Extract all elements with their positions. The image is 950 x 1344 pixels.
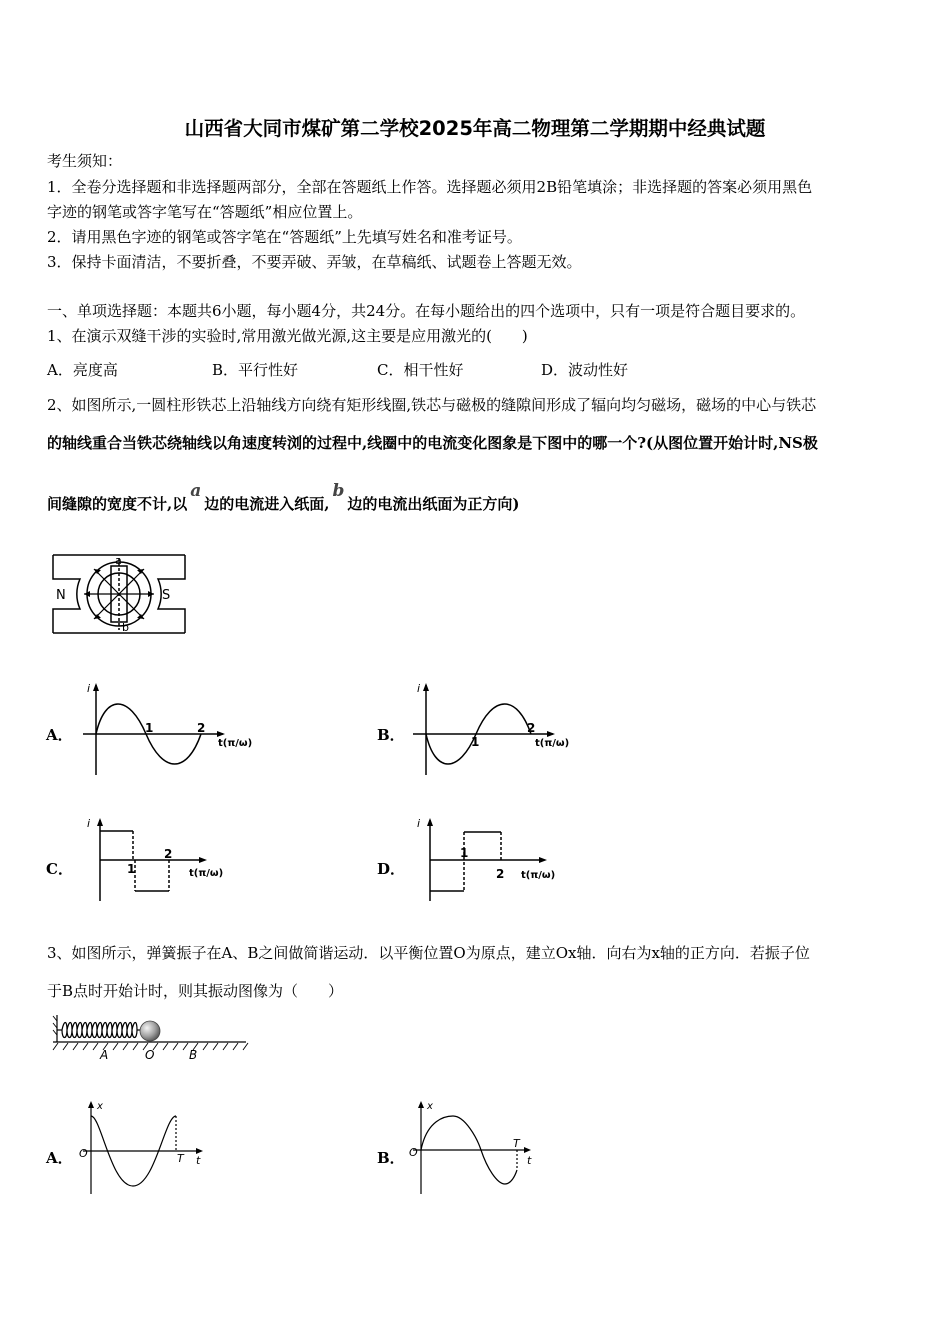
coil-b-label: b: [122, 621, 129, 634]
q2-option-a: A．: [46, 726, 73, 744]
period-label: T: [513, 1137, 520, 1150]
tick-1-label: 1: [471, 735, 480, 749]
tick-2-label: 2: [164, 847, 173, 861]
symbol-a: a: [190, 481, 202, 501]
axis-i-label: i: [87, 682, 91, 695]
q2-stem-line-1: 2、如图所示,一圆柱形铁芯上沿轴线方向绕有矩形线圈,铁芯与磁极的缝隙间形成了辐向均匀磁场，磁场的中心与铁芯: [47, 396, 817, 414]
notice-line-2: 2．请用黑色字迹的钢笔或答字笔在“答题纸”上先填写姓名和准考证号。: [47, 228, 522, 246]
axis-t-label: t: [196, 1154, 201, 1167]
pole-n-label: N: [56, 588, 66, 603]
axis-t-label: t(π/ω): [535, 738, 570, 749]
q2-stem-line-2: 的轴线重合当铁芯绕轴线以角速度转浏的过程中,线圈中的电流变化图象是下图中的哪一个?(从图位置开始计时,NS极: [47, 434, 818, 452]
axis-t-label: t(π/ω): [189, 868, 224, 879]
point-o-label: O: [145, 1048, 155, 1062]
coil-a-label: a: [115, 554, 122, 567]
notice-heading: 考生须知：: [47, 152, 123, 170]
axis-i-label: i: [417, 817, 421, 830]
origin-label: O: [79, 1147, 88, 1160]
notice-line-3: 3．保持卡面清洁，不要折叠，不要弄破、弄皱，在草稿纸、试题卷上答题无效。: [47, 253, 582, 271]
period-label: T: [177, 1152, 184, 1165]
q2-magnet-figure: [50, 552, 190, 637]
q3-graph-a: [75, 1098, 220, 1198]
origin-label: O: [409, 1146, 418, 1159]
q1-option-b: B．平行性好: [212, 361, 299, 379]
axis-t-label: t(π/ω): [218, 738, 253, 749]
q2-option-c: C．: [46, 860, 73, 878]
notice-line-1-cont: 字迹的钢笔或答字笔写在“答题纸”相应位置上。: [47, 203, 363, 221]
tick-1-label: 1: [145, 721, 154, 735]
axis-i-label: i: [417, 682, 421, 695]
tick-2-label: 2: [496, 867, 505, 881]
tick-1-label: 1: [127, 862, 136, 876]
q3-stem-line-2: 于B点时开始计时，则其振动图像为（ ）: [47, 982, 344, 1000]
q3-option-b: B．: [377, 1149, 405, 1167]
axis-i-label: i: [87, 817, 91, 830]
tick-2-label: 2: [527, 721, 536, 735]
q3-graph-b: [405, 1098, 550, 1198]
q3-stem-line-1: 3、如图所示，弹簧振子在A、B之间做简谐运动．以平衡位置O为原点，建立Ox轴．向右为x轴的正方向．若振子位: [47, 944, 810, 962]
point-b-label: B: [189, 1048, 198, 1062]
tick-1-label: 1: [460, 846, 469, 860]
q3-spring-figure: [50, 1012, 250, 1064]
q1-option-d: D．波动性好: [541, 361, 629, 379]
q1-stem: 1、在演示双缝干涉的实验时,常用激光做光源,这主要是应用激光的( ): [47, 327, 528, 345]
axis-t-label: t(π/ω): [521, 870, 556, 881]
axis-x-label: x: [427, 1101, 433, 1112]
q2-graph-a: [83, 680, 268, 780]
section-heading: 一、单项选择题：本题共6小题，每小题4分，共24分。在每小题给出的四个选项中，只有一项是符合题目要求的。: [47, 302, 806, 320]
page-title: 山西省大同市煤矿第二学校2025年高二物理第二学期期中经典试题: [184, 117, 766, 140]
q1-option-a: A．亮度高: [47, 361, 118, 379]
q2-graph-d: [413, 815, 598, 905]
q2-stem-line-3: 间缝隙的宽度不计,以a边的电流进入纸面,b边的电流出纸面为正方向): [47, 481, 520, 513]
notice-line-1: 1．全卷分选择题和非选择题两部分，全部在答题纸上作答。选择题必须用2B铅笔填涂；非选择题的答案必须用黑色: [47, 178, 813, 196]
q2-option-b: B．: [377, 726, 405, 744]
q2-graph-b: [413, 680, 598, 780]
symbol-b: b: [332, 481, 345, 501]
point-a-label: A: [100, 1048, 109, 1062]
tick-2-label: 2: [197, 721, 206, 735]
pole-s-label: S: [162, 588, 171, 603]
axis-x-label: x: [97, 1101, 103, 1112]
q2-graph-c: [83, 815, 268, 905]
q1-option-c: C．相干性好: [377, 361, 464, 379]
q3-option-a: A．: [46, 1149, 73, 1167]
q2-option-d: D．: [377, 860, 406, 878]
axis-t-label: t: [527, 1154, 532, 1167]
